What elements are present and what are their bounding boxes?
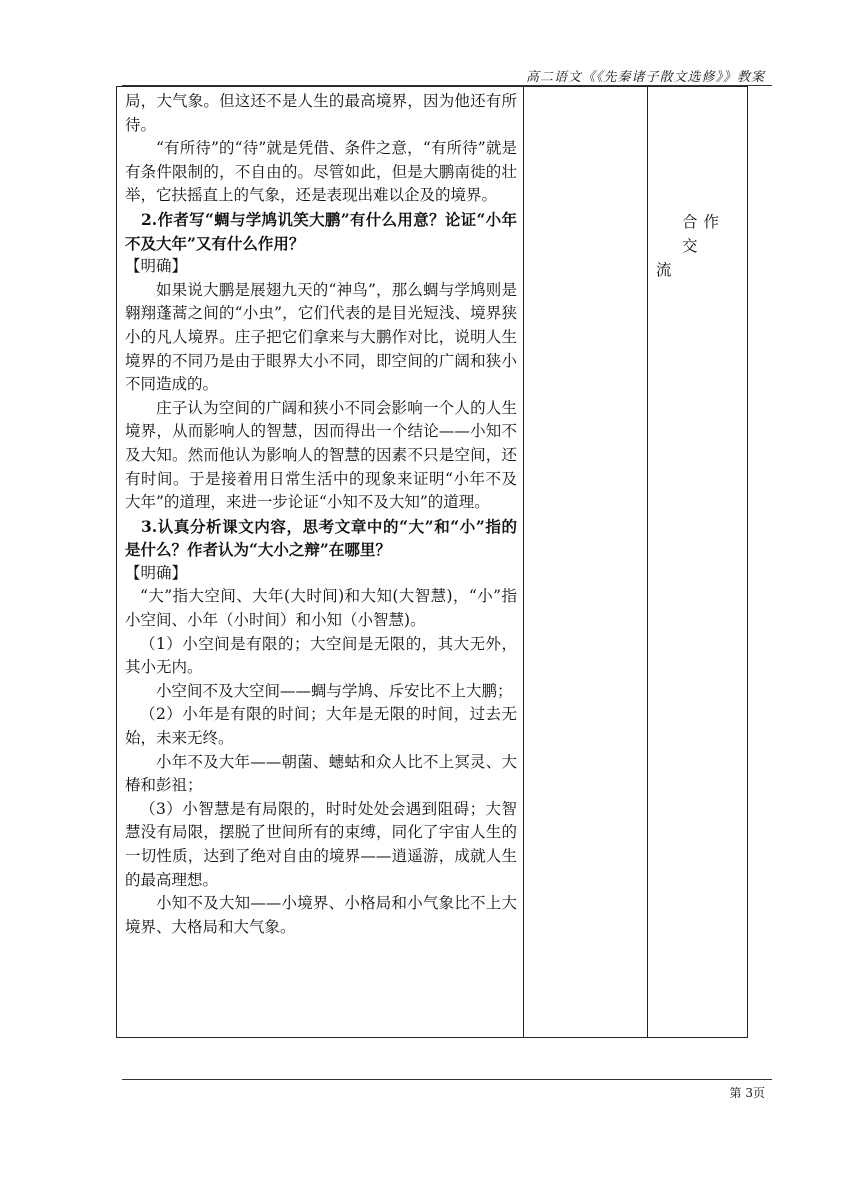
teaching-content bbox=[125, 90, 517, 939]
paragraph: 小空间不及大空间——蜩与学鸠、斥安比不上大鹏； bbox=[156, 681, 513, 700]
answer-label: 【明确】 bbox=[125, 257, 188, 276]
footer-rule bbox=[122, 1079, 772, 1080]
paragraph: 庄子认为空间的广阔和狭小不同会影响一个人的人生境界，从而影响人的智慧，因而得出一个结论——小知不及大知。然而他认为影响人的智慧的因素不只是空间，还有时间。于是接着用日常生活中的现象来证明“小年不及大年”的道理，来进一步论证“小知不及大知”的道理。 bbox=[125, 398, 517, 512]
question-3: 3.认真分析课文内容，思考文章中的“大”和“小”指的是什么？作者认为“大小之辩”在哪里？ bbox=[125, 516, 517, 560]
paragraph: 如果说大鹏是展翅九天的“神鸟”，那么蜩与学鸠则是翱翔蓬蒿之间的“小虫”，它们代表的是目光短浅、境界狭小的凡人境界。庄子把它们拿来与大鹏作对比，说明人生境界的不同乃是由于眼界大小不同，即空间的广阔和狭小不同造成的。 bbox=[125, 280, 517, 394]
method-line-2: 流 bbox=[656, 261, 672, 279]
method-line-1: 合作交 bbox=[682, 213, 726, 255]
column-divider-2 bbox=[647, 87, 648, 1037]
question-2: 2.作者写“蜩与学鸠讥笑大鹏”有什么用意？论证“小年不及大年”又有什么作用？ bbox=[125, 209, 517, 253]
paragraph: （3）小智慧是有局限的，时时处处会遇到阻碍；大智慧没有局限，摆脱了世间所有的束缚，同化了宇宙人生的一切性质，达到了绝对自由的境界——逍遥游，成就人生的最高理想。 bbox=[125, 799, 517, 889]
paragraph: “大”指大空间、大年(大时间)和大知(大智慧)，“小”指小空间、小年（小时间）和小知（小智慧)。 bbox=[125, 587, 517, 630]
paragraph: “有所待”的“待”就是凭借、条件之意，“有所待”就是有条件限制的，不自由的。尽管如此，但是大鹏南徙的壮举，它扶摇直上的气象，还是表现出难以企及的境界。 bbox=[125, 139, 517, 205]
method-column bbox=[656, 210, 740, 282]
answer-label: 【明确】 bbox=[125, 563, 188, 582]
paragraph: （2）小年是有限的时间；大年是无限的时间，过去无始，未来无终。 bbox=[125, 705, 517, 748]
page-number: 第 3页 bbox=[729, 1086, 765, 1100]
column-divider-1 bbox=[523, 87, 524, 1037]
paragraph: （1）小空间是有限的；大空间是无限的，其大无外，其小无内。 bbox=[125, 634, 517, 677]
page-header-title: 高二语文《《先秦诸子散文选修》》教案 bbox=[525, 70, 765, 85]
paragraph: 局，大气象。但这还不是人生的最高境界，因为他还有所待。 bbox=[125, 92, 517, 134]
paragraph: 小知不及大知——小境界、小格局和小气象比不上大境界、大格局和大气象。 bbox=[125, 894, 517, 936]
paragraph: 小年不及大年——朝菌、蟪蛄和众人比不上冥灵、大椿和彭祖； bbox=[125, 752, 517, 795]
